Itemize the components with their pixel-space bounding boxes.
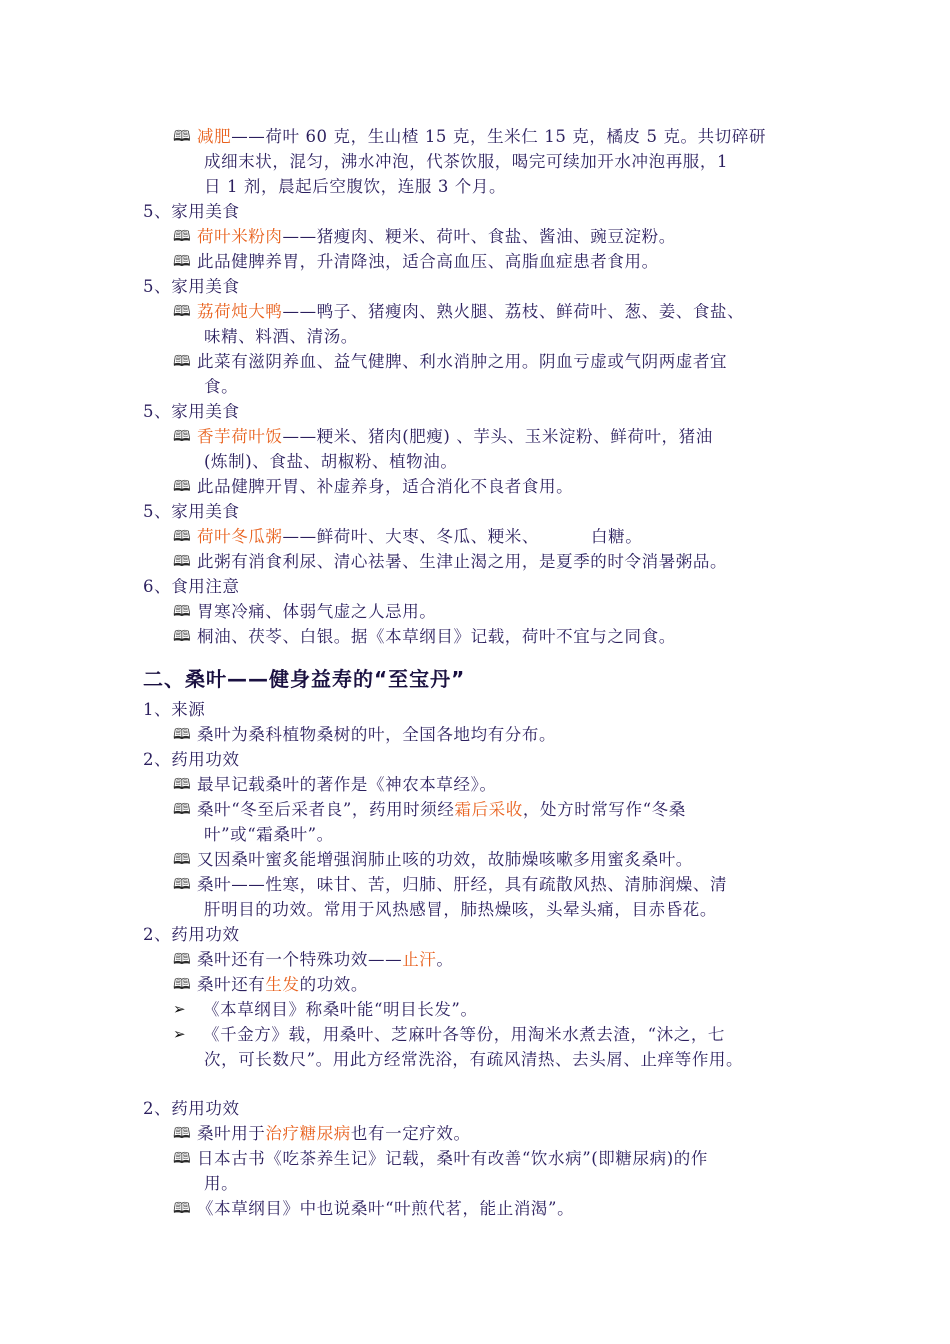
book-icon: 🕮 (173, 1199, 192, 1217)
list-item: ➢ 《本草纲目》称桑叶能“明目长发”。 (0, 997, 950, 1022)
book-icon: 🕮 (173, 1149, 192, 1167)
list-item-continuation: 用。 (204, 1174, 239, 1193)
list-item: ➢ 《千金方》载，用桑叶、芝麻叶各等份，用淘米水煮去渣，“沐之，七 (0, 1022, 950, 1047)
section-heading: 5、家用美食 (143, 277, 240, 296)
list-item-continuation: 叶”或“霜桑叶”。 (204, 825, 334, 844)
book-icon: 🕮 (173, 127, 192, 145)
list-item-continuation: 次，可长数尺”。用此方经常洗浴，有疏风清热、去头屑、止痒等作用。 (204, 1050, 744, 1069)
book-icon: 🕮 (173, 602, 192, 620)
section-heading: 1、来源 (143, 700, 206, 719)
book-icon: 🕮 (173, 427, 192, 445)
section-heading: 2、药用功效 (143, 925, 240, 944)
book-icon: 🕮 (173, 775, 192, 793)
section-heading: 5、家用美食 (143, 502, 240, 521)
list-item: 🕮 桑叶用于治疗糖尿病也有一定疗效。 (0, 1121, 950, 1146)
book-icon: 🕮 (173, 725, 192, 743)
list-item: 🕮 香芋荷叶饭——粳米、猪肉(肥瘦) 、芋头、玉米淀粉、鲜荷叶，猪油 (0, 424, 950, 449)
section-heading: 6、食用注意 (143, 577, 240, 596)
list-item-continuation: 成细末状，混匀，沸水冲泡，代茶饮服，喝完可续加开水冲泡再服，1 (204, 152, 729, 171)
book-icon: 🕮 (173, 227, 192, 245)
book-icon: 🕮 (173, 1124, 192, 1142)
list-item: 🕮 桑叶——性寒，味甘、苦，归肺、肝经，具有疏散风热、清肺润燥、清 (0, 872, 950, 897)
list-item: 🕮 胃寒冷痛、体弱气虚之人忌用。 (0, 599, 950, 624)
list-item-continuation: 肝明目的功效。常用于风热感冒，肺热燥咳，头晕头痛，目赤昏花。 (204, 900, 717, 919)
section-heading: 2、药用功效 (143, 1099, 240, 1118)
list-item-continuation: 日 1 剂，晨起后空腹饮，连服 3 个月。 (204, 177, 507, 196)
section-heading: 2、药用功效 (143, 750, 240, 769)
list-item: 🕮 桑叶为桑科植物桑树的叶，全国各地均有分布。 (0, 722, 950, 747)
list-item: 🕮 最早记载桑叶的著作是《神农本草经》。 (0, 772, 950, 797)
book-icon: 🕮 (173, 477, 192, 495)
list-item: 🕮 荔荷炖大鸭——鸭子、猪瘦肉、熟火腿、荔枝、鲜荷叶、葱、姜、食盐、 (0, 299, 950, 324)
chapter-title: 二、桑叶——健身益寿的“至宝丹” (143, 667, 466, 691)
list-item: 🕮 桐油、茯苓、白银。据《本草纲目》记载，荷叶不宜与之同食。 (0, 624, 950, 649)
book-icon: 🕮 (173, 527, 192, 545)
book-icon: 🕮 (173, 627, 192, 645)
list-item: 🕮 桑叶“冬至后采者良”，药用时须经霜后采收，处方时常写作“冬桑 (0, 797, 950, 822)
list-item: 🕮 《本草纲目》中也说桑叶“叶煎代茗，能止消渴”。 (0, 1196, 950, 1221)
section-heading: 5、家用美食 (143, 402, 240, 421)
book-icon: 🕮 (173, 552, 192, 570)
list-item: 🕮 此菜有滋阴养血、益气健脾、利水消肿之用。阴血亏虚或气阴两虚者宜 (0, 349, 950, 374)
list-item-continuation: (炼制)、食盐、胡椒粉、植物油。 (204, 452, 458, 471)
book-icon: 🕮 (173, 875, 192, 893)
arrow-bullet-icon: ➢ (173, 1025, 187, 1043)
list-item: 🕮 此粥有消食利尿、清心祛暑、生津止渴之用，是夏季的时令消暑粥品。 (0, 549, 950, 574)
arrow-bullet-icon: ➢ (173, 1000, 187, 1018)
book-icon: 🕮 (173, 800, 192, 818)
book-icon: 🕮 (173, 352, 192, 370)
list-item: 🕮 此品健脾开胃、补虚养身，适合消化不良者食用。 (0, 474, 950, 499)
book-icon: 🕮 (173, 975, 192, 993)
list-item: 🕮 荷叶冬瓜粥——鲜荷叶、大枣、冬瓜、粳米、 白糖。 (0, 524, 950, 549)
list-item-continuation: 味精、料酒、清汤。 (204, 327, 358, 346)
book-icon: 🕮 (173, 850, 192, 868)
book-icon: 🕮 (173, 950, 192, 968)
list-item: 🕮 此品健脾养胃，升清降浊，适合高血压、高脂血症患者食用。 (0, 249, 950, 274)
list-item: 🕮 又因桑叶蜜炙能增强润肺止咳的功效，故肺燥咳嗽多用蜜炙桑叶。 (0, 847, 950, 872)
list-item: 🕮 荷叶米粉肉——猪瘦肉、粳米、荷叶、食盐、酱油、豌豆淀粉。 (0, 224, 950, 249)
section-heading: 5、家用美食 (143, 202, 240, 221)
list-item: 🕮 桑叶还有生发的功效。 (0, 972, 950, 997)
book-icon: 🕮 (173, 252, 192, 270)
list-item: 🕮 桑叶还有一个特殊功效——止汗。 (0, 947, 950, 972)
list-item: 🕮 日本古书《吃茶养生记》记载，桑叶有改善“饮水病”(即糖尿病)的作 (0, 1146, 950, 1171)
list-item: 🕮 减肥——荷叶 60 克，生山楂 15 克，生米仁 15 克，橘皮 5 克。共切碎研 (0, 124, 950, 149)
list-item-continuation: 食。 (204, 377, 239, 396)
book-icon: 🕮 (173, 302, 192, 320)
